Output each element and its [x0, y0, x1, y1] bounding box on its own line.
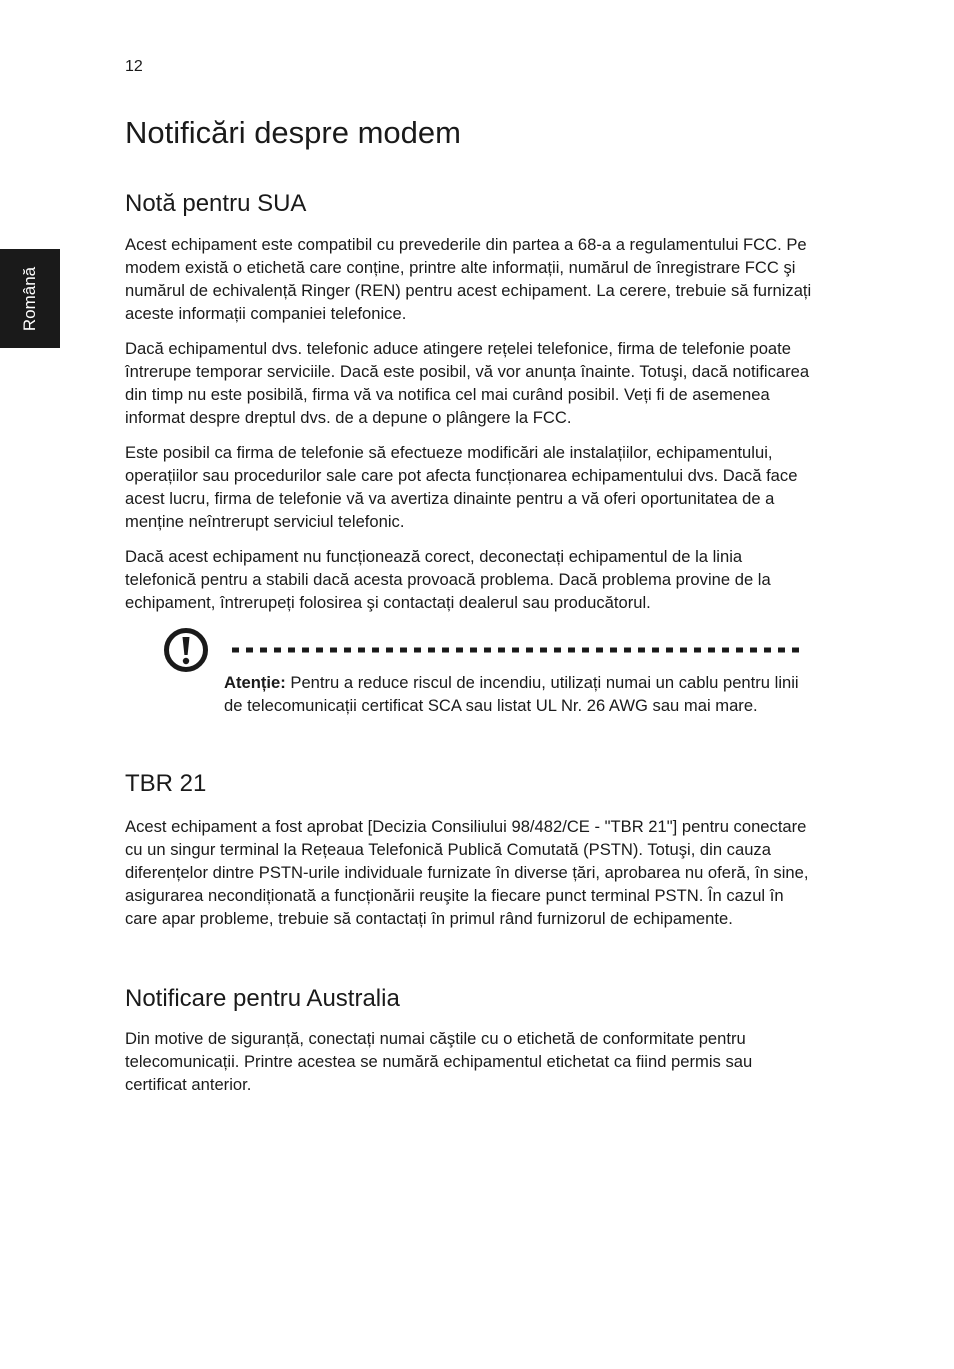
page-number: 12	[125, 58, 143, 75]
warning-text: Pentru a reduce riscul de incendiu, utilizați numai un cablu pentru linii de telecomunicații certificat SCA sau listat UL Nr. 26 AWG sau mai mare.	[224, 673, 799, 715]
paragraph-sua-3: Este posibil ca firma de telefonie să efectueze modificări ale instalațiilor, echipamentului, operațiilor sau procedurilor sale care pot afecta funcționarea echipamentului dvs. Dacă face acest lucru, firma de telefonie vă va avertiza dinainte pentru a vă oferi oportunitatea de a menține neîntrerupt serviciul telefonic.	[125, 443, 798, 531]
warning-note	[224, 671, 809, 717]
paragraph-sua-1: Acest echipament este compatibil cu prevederile din partea a 68-a a regulamentului FCC. Pe modem există o etichetă care conține, printre alte informații, numărul de înregistrare FCC şi numărul de echivalență Ringer (REN) pentru acest echipament. La cerere, trebuie să furnizați aceste informații companiei telefonice.	[125, 235, 812, 323]
side-tab-label: Română	[20, 266, 39, 331]
section-heading-australia: Notificare pentru Australia	[125, 985, 400, 1012]
paragraph-tbr: Acest echipament a fost aprobat [Decizia Consiliului 98/482/CE - "TBR 21"] pentru conectare cu un singur terminal la Rețeaua Telefonică Publică Comutată (PSTN). Totuşi, din cauza diferențelor dintre PSTN-urile individuale furnizate în diverse țări, aprobarea nu oferă, în sine, asigurarea necondiționată a funcționării reuşite la fiecare punct terminal PSTN. În cazul în care apar probleme, trebuie să contactați în primul rând furnizorul de echipamente.	[125, 817, 809, 928]
paragraph-sua-4: Dacă acest echipament nu funcționează corect, deconectați echipamentul de la linia telefonică pentru a stabili dacă acesta provoacă problema. Dacă problema provine de la echipament, întrerupeți folosirea şi contactați dealerul sau producătorul.	[125, 547, 771, 612]
exclamation-circle-icon	[163, 627, 209, 673]
section-heading-sua: Notă pentru SUA	[125, 190, 307, 217]
section-heading-tbr: TBR 21	[125, 770, 207, 797]
warning-label: Atenție:	[224, 673, 286, 692]
dashed-divider	[232, 647, 806, 653]
paragraph-australia: Din motive de siguranță, conectați numai căştile cu o etichetă de conformitate pentru telecomunicații. Printre acestea se numără echipamentul etichetat ca fiind permis sau certificat anterior.	[125, 1029, 753, 1094]
paragraph-sua-2: Dacă echipamentul dvs. telefonic aduce atingere rețelei telefonice, firma de telefonie poate întrerupe temporar serviciile. Dacă este posibil, vă vor anunța înainte. Totuşi, dacă notificarea din timp nu este posibilă, firma vă va notifica cel mai curând posibil. Veți fi de asemenea informat despre dreptul dvs. de a depune o plângere la FCC.	[125, 339, 810, 427]
language-side-tab	[0, 249, 60, 348]
page-title: Notificări despre modem	[125, 115, 461, 150]
